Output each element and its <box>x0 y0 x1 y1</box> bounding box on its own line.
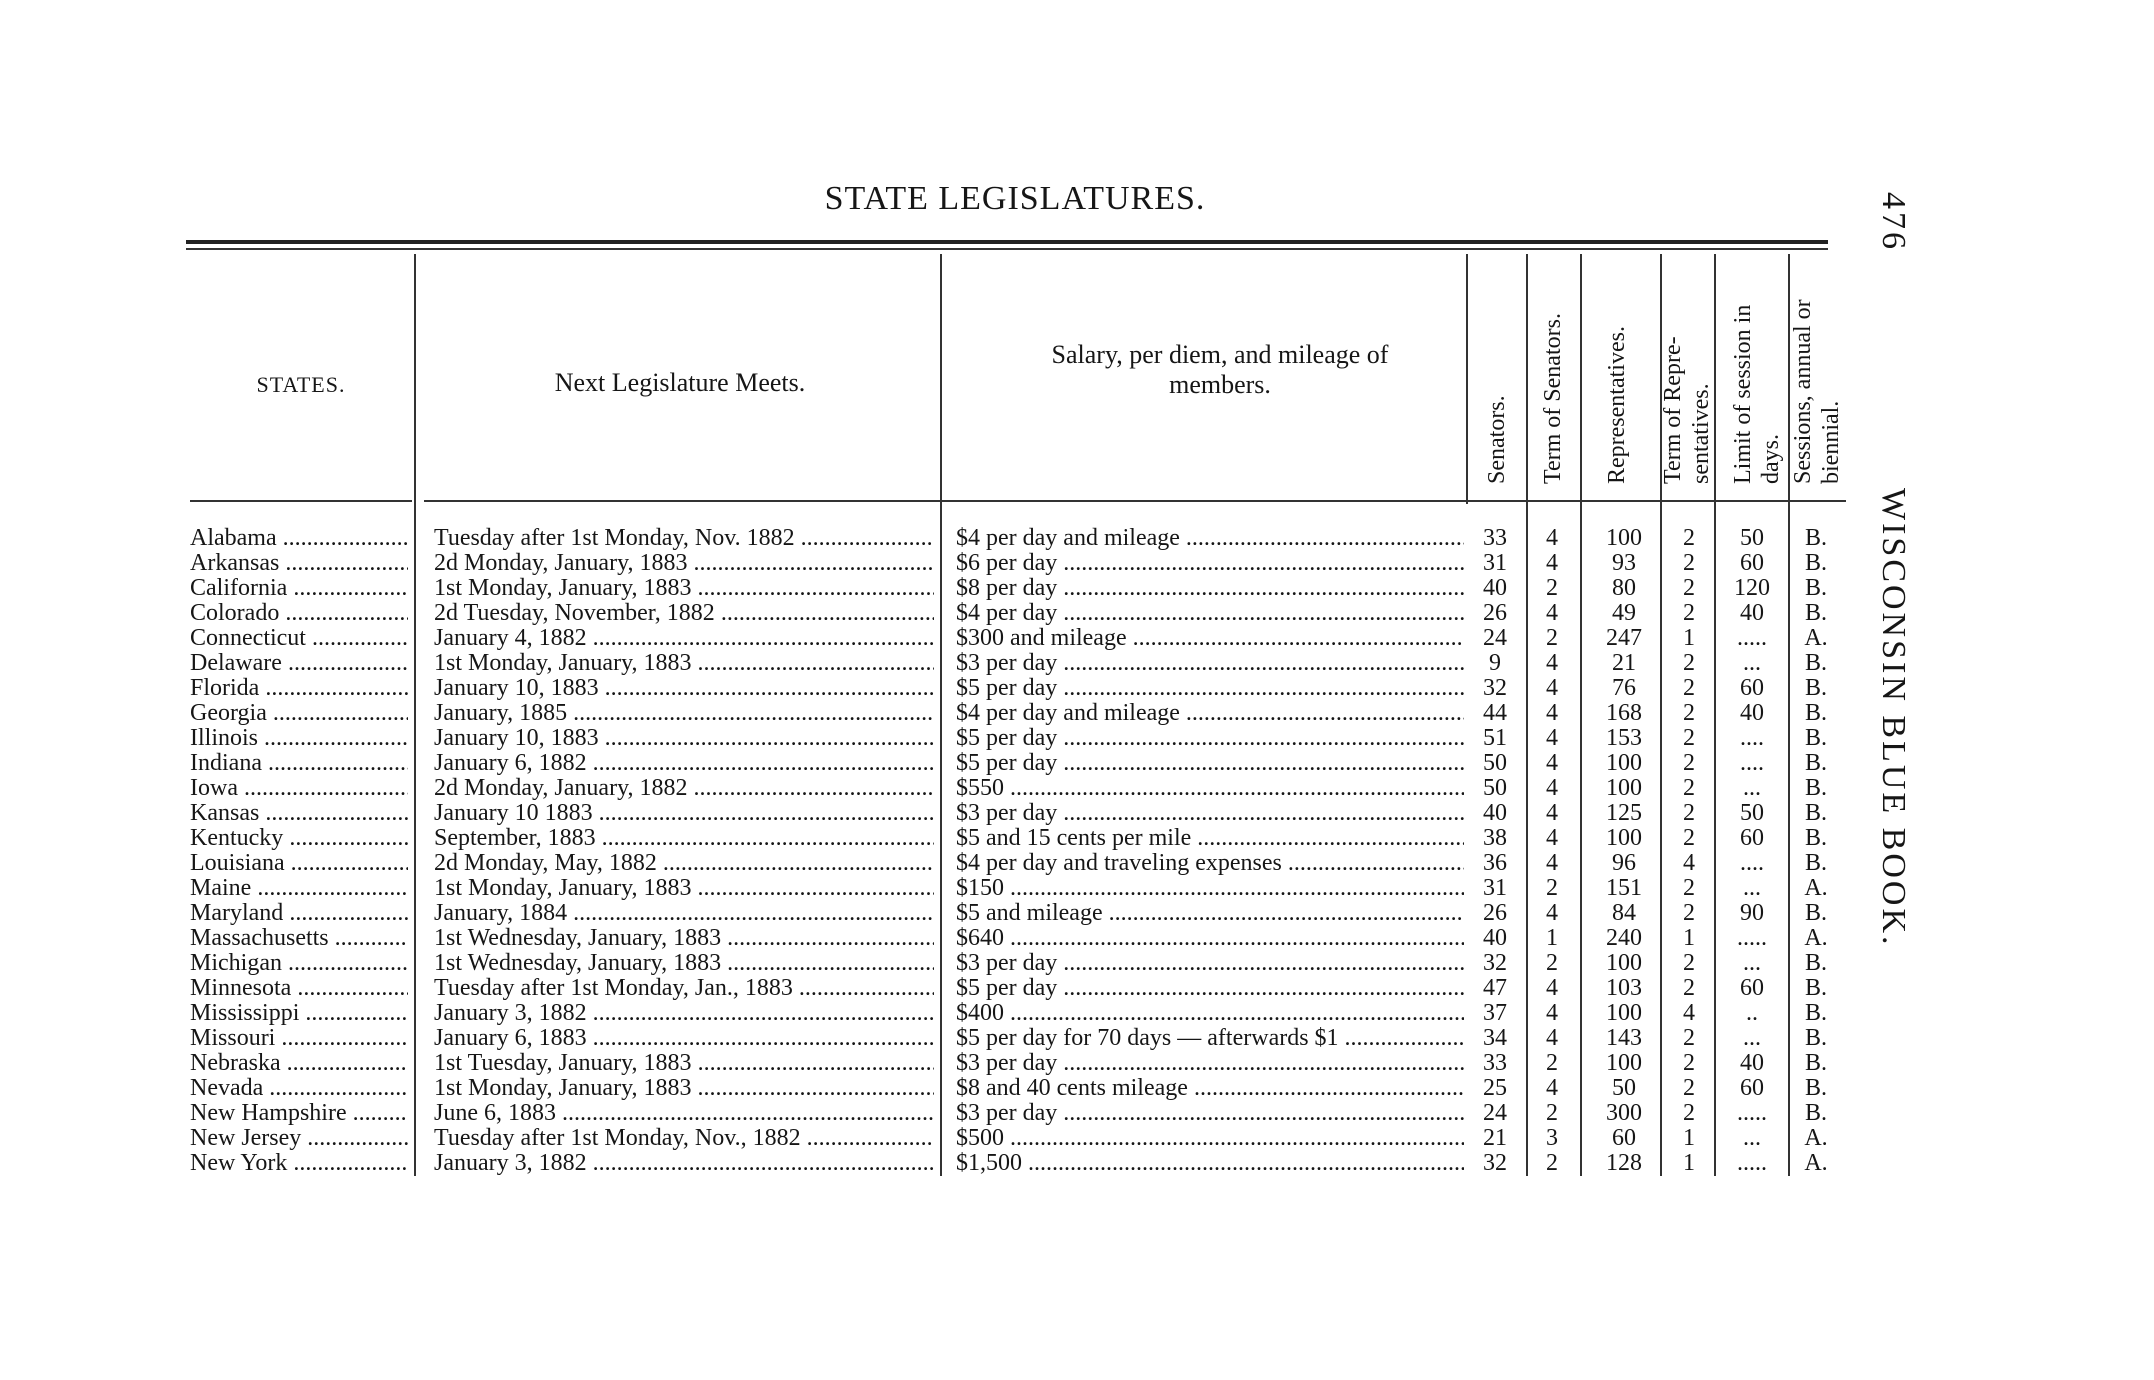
table-row <box>0 551 2154 576</box>
row-term-senators: 4 <box>1546 1001 1558 1026</box>
table-row <box>0 1101 2154 1126</box>
row-term-reps: 2 <box>1683 901 1695 926</box>
row-term-reps: 2 <box>1683 826 1695 851</box>
row-representatives: 103 <box>1606 976 1642 1001</box>
row-term-senators: 4 <box>1546 651 1558 676</box>
row-term-senators: 4 <box>1546 526 1558 551</box>
row-next-meets: 1st Wednesday, January, 1883 ..... <box>434 951 934 976</box>
header-rule-states <box>190 500 412 502</box>
row-representatives: 100 <box>1606 751 1642 776</box>
row-sessions: B. <box>1804 1051 1827 1076</box>
row-limit: 60 <box>1740 1076 1764 1101</box>
row-state: Mississippi ..... <box>190 1001 408 1026</box>
row-limit: 60 <box>1740 551 1764 576</box>
table-row <box>0 901 2154 926</box>
page-title: STATE LEGISLATURES. <box>824 180 1206 217</box>
table-row <box>0 701 2154 726</box>
row-next-meets: January 6, 1882 ..... <box>434 751 934 776</box>
row-term-reps: 2 <box>1683 801 1695 826</box>
row-representatives: 240 <box>1606 926 1642 951</box>
row-senators: 32 <box>1483 676 1507 701</box>
header-next-meets: Next Legislature Meets. <box>554 368 806 397</box>
row-limit: ..... <box>1737 926 1767 951</box>
row-next-meets: January 3, 1882 ..... <box>434 1151 934 1176</box>
row-limit: .... <box>1740 851 1764 876</box>
row-term-senators: 4 <box>1546 826 1558 851</box>
row-state: Missouri ..... <box>190 1026 408 1051</box>
table-row <box>0 826 2154 851</box>
row-state: Michigan ..... <box>190 951 408 976</box>
row-salary: $5 per day ..... <box>956 676 1464 701</box>
header-sessions: Sessions, annual or biennial. <box>1790 299 1844 484</box>
row-limit: 50 <box>1740 801 1764 826</box>
row-sessions: B. <box>1804 901 1827 926</box>
row-representatives: 93 <box>1612 551 1636 576</box>
table-row <box>0 1026 2154 1051</box>
row-senators: 24 <box>1483 626 1507 651</box>
row-limit: 40 <box>1740 701 1764 726</box>
row-next-meets: 1st Monday, January, 1883 ..... <box>434 576 934 601</box>
row-sessions: B. <box>1804 1001 1827 1026</box>
row-senators: 31 <box>1483 876 1507 901</box>
row-term-reps: 2 <box>1683 976 1695 1001</box>
row-next-meets: January 10, 1883 ..... <box>434 676 934 701</box>
row-next-meets: 1st Monday, January, 1883 ..... <box>434 651 934 676</box>
row-state: Alabama ..... <box>190 526 408 551</box>
row-salary: $400 ..... <box>956 1001 1464 1026</box>
row-representatives: 151 <box>1606 876 1642 901</box>
row-term-reps: 2 <box>1683 1076 1695 1101</box>
row-senators: 21 <box>1483 1126 1507 1151</box>
row-next-meets: January 6, 1883 ..... <box>434 1026 934 1051</box>
row-term-senators: 2 <box>1546 576 1558 601</box>
row-sessions: A. <box>1804 876 1828 901</box>
row-representatives: 168 <box>1606 701 1642 726</box>
table-row <box>0 851 2154 876</box>
header-senators: Senators. <box>1484 395 1510 484</box>
row-representatives: 76 <box>1612 676 1636 701</box>
row-salary: $550 ..... <box>956 776 1464 801</box>
row-sessions: B. <box>1804 801 1827 826</box>
table-body <box>0 526 2154 1176</box>
row-representatives: 100 <box>1606 776 1642 801</box>
row-term-senators: 3 <box>1546 1126 1558 1151</box>
row-limit: 60 <box>1740 676 1764 701</box>
row-limit: ..... <box>1737 626 1767 651</box>
row-next-meets: January 4, 1882 ..... <box>434 626 934 651</box>
row-term-senators: 2 <box>1546 1101 1558 1126</box>
row-salary: $5 and 15 cents per mile ..... <box>956 826 1464 851</box>
row-limit: ... <box>1743 951 1761 976</box>
row-senators: 37 <box>1483 1001 1507 1026</box>
row-sessions: A. <box>1804 626 1828 651</box>
row-limit: 40 <box>1740 1051 1764 1076</box>
row-salary: $1,500 ..... <box>956 1151 1464 1176</box>
row-term-senators: 4 <box>1546 726 1558 751</box>
row-salary: $4 per day ..... <box>956 601 1464 626</box>
row-state: Louisiana ..... <box>190 851 408 876</box>
row-state: Maryland ..... <box>190 901 408 926</box>
row-sessions: B. <box>1804 651 1827 676</box>
row-next-meets: Tuesday after 1st Monday, Nov. 1882 ..... <box>434 526 934 551</box>
row-term-senators: 4 <box>1546 551 1558 576</box>
page-number: 476 <box>1875 192 1912 252</box>
row-salary: $8 and 40 cents mileage ..... <box>956 1076 1464 1101</box>
row-salary: $4 per day and mileage ..... <box>956 701 1464 726</box>
row-sessions: A. <box>1804 926 1828 951</box>
row-next-meets: January 10, 1883 ..... <box>434 726 934 751</box>
row-salary: $3 per day ..... <box>956 651 1464 676</box>
row-state: Iowa ..... <box>190 776 408 801</box>
header-representatives: Representatives. <box>1604 326 1630 484</box>
row-state: Florida ..... <box>190 676 408 701</box>
row-sessions: B. <box>1804 826 1827 851</box>
row-salary: $3 per day ..... <box>956 801 1464 826</box>
row-term-reps: 1 <box>1683 1151 1695 1176</box>
row-term-senators: 4 <box>1546 676 1558 701</box>
row-salary: $6 per day ..... <box>956 551 1464 576</box>
table-row <box>0 576 2154 601</box>
row-next-meets: Tuesday after 1st Monday, Jan., 1883 ..... <box>434 976 934 1001</box>
row-term-reps: 2 <box>1683 1101 1695 1126</box>
row-sessions: B. <box>1804 601 1827 626</box>
row-senators: 36 <box>1483 851 1507 876</box>
header-rule-main <box>424 500 1846 502</box>
table-row <box>0 926 2154 951</box>
table-row <box>0 801 2154 826</box>
table-row <box>0 651 2154 676</box>
row-next-meets: January, 1885 ..... <box>434 701 934 726</box>
row-term-reps: 2 <box>1683 751 1695 776</box>
row-term-reps: 4 <box>1683 1001 1695 1026</box>
row-representatives: 80 <box>1612 576 1636 601</box>
header-states: STATES. <box>256 372 346 397</box>
row-next-meets: Tuesday after 1st Monday, Nov., 1882 ..... <box>434 1126 934 1151</box>
row-salary: $150 ..... <box>956 876 1464 901</box>
row-limit: ..... <box>1737 1151 1767 1176</box>
row-term-reps: 2 <box>1683 1026 1695 1051</box>
row-representatives: 125 <box>1606 801 1642 826</box>
row-limit: ..... <box>1737 1101 1767 1126</box>
row-term-senators: 4 <box>1546 901 1558 926</box>
row-state: Indiana ..... <box>190 751 408 776</box>
row-state: Maine ..... <box>190 876 408 901</box>
row-next-meets: 1st Monday, January, 1883 ..... <box>434 876 934 901</box>
row-limit: .... <box>1740 751 1764 776</box>
row-term-reps: 2 <box>1683 701 1695 726</box>
row-term-reps: 2 <box>1683 526 1695 551</box>
row-sessions: A. <box>1804 1126 1828 1151</box>
row-term-senators: 2 <box>1546 1151 1558 1176</box>
row-term-senators: 2 <box>1546 876 1558 901</box>
top-rule-thin <box>186 248 1828 250</box>
row-term-senators: 4 <box>1546 801 1558 826</box>
row-state: New Jersey ..... <box>190 1126 408 1151</box>
row-limit: ... <box>1743 651 1761 676</box>
row-state: Massachusetts ..... <box>190 926 408 951</box>
row-state: Nevada ..... <box>190 1076 408 1101</box>
row-term-senators: 4 <box>1546 701 1558 726</box>
row-state: Colorado ..... <box>190 601 408 626</box>
row-representatives: 50 <box>1612 1076 1636 1101</box>
row-salary: $4 per day and mileage ..... <box>956 526 1464 551</box>
row-limit: .... <box>1740 726 1764 751</box>
row-representatives: 128 <box>1606 1151 1642 1176</box>
row-next-meets: 2d Monday, May, 1882 ..... <box>434 851 934 876</box>
row-limit: ... <box>1743 776 1761 801</box>
row-sessions: B. <box>1804 526 1827 551</box>
row-term-senators: 4 <box>1546 1076 1558 1101</box>
row-salary: $5 and mileage ..... <box>956 901 1464 926</box>
row-salary: $5 per day for 70 days — afterwards $1 ..... <box>956 1026 1464 1051</box>
row-term-senators: 4 <box>1546 1026 1558 1051</box>
row-state: Minnesota ..... <box>190 976 408 1001</box>
row-representatives: 100 <box>1606 826 1642 851</box>
col-sep-salary <box>1466 254 1468 504</box>
row-representatives: 100 <box>1606 951 1642 976</box>
row-sessions: B. <box>1804 751 1827 776</box>
row-term-senators: 1 <box>1546 926 1558 951</box>
row-salary: $4 per day and traveling expenses ..... <box>956 851 1464 876</box>
table-row <box>0 976 2154 1001</box>
row-state: New Hampshire ..... <box>190 1101 408 1126</box>
row-limit: 60 <box>1740 976 1764 1001</box>
row-state: Illinois ..... <box>190 726 408 751</box>
row-next-meets: September, 1883 ..... <box>434 826 934 851</box>
row-senators: 40 <box>1483 801 1507 826</box>
row-representatives: 84 <box>1612 901 1636 926</box>
table-row <box>0 726 2154 751</box>
row-state: Georgia ..... <box>190 701 408 726</box>
table-row <box>0 601 2154 626</box>
row-representatives: 100 <box>1606 1001 1642 1026</box>
row-term-reps: 2 <box>1683 601 1695 626</box>
row-salary: $640 ..... <box>956 926 1464 951</box>
row-next-meets: 2d Monday, January, 1883 ..... <box>434 551 934 576</box>
row-representatives: 60 <box>1612 1126 1636 1151</box>
row-limit: ... <box>1743 1026 1761 1051</box>
row-salary: $3 per day ..... <box>956 951 1464 976</box>
row-state: Kentucky ..... <box>190 826 408 851</box>
row-senators: 33 <box>1483 1051 1507 1076</box>
row-limit: 120 <box>1734 576 1770 601</box>
row-next-meets: January 3, 1882 ..... <box>434 1001 934 1026</box>
table-row <box>0 751 2154 776</box>
row-senators: 51 <box>1483 726 1507 751</box>
row-salary: $5 per day ..... <box>956 976 1464 1001</box>
header-term-reps: Term of Repre- sentatives. <box>1660 336 1714 484</box>
row-limit: .. <box>1746 1001 1758 1026</box>
row-sessions: B. <box>1804 776 1827 801</box>
row-sessions: B. <box>1804 851 1827 876</box>
row-term-reps: 2 <box>1683 576 1695 601</box>
row-salary: $8 per day ..... <box>956 576 1464 601</box>
row-senators: 44 <box>1483 701 1507 726</box>
row-senators: 32 <box>1483 951 1507 976</box>
row-senators: 40 <box>1483 576 1507 601</box>
row-sessions: B. <box>1804 701 1827 726</box>
row-limit: 60 <box>1740 826 1764 851</box>
table-row <box>0 1076 2154 1101</box>
row-sessions: B. <box>1804 676 1827 701</box>
row-senators: 25 <box>1483 1076 1507 1101</box>
row-salary: $5 per day ..... <box>956 751 1464 776</box>
row-state: Nebraska ..... <box>190 1051 408 1076</box>
row-salary: $300 and mileage ..... <box>956 626 1464 651</box>
row-senators: 40 <box>1483 926 1507 951</box>
row-next-meets: 2d Monday, January, 1882 ..... <box>434 776 934 801</box>
row-term-senators: 2 <box>1546 626 1558 651</box>
table-row <box>0 951 2154 976</box>
row-salary: $3 per day ..... <box>956 1051 1464 1076</box>
row-senators: 31 <box>1483 551 1507 576</box>
row-sessions: B. <box>1804 1026 1827 1051</box>
row-sessions: B. <box>1804 976 1827 1001</box>
row-representatives: 300 <box>1606 1101 1642 1126</box>
header-limit: Limit of session in days. <box>1730 304 1784 484</box>
row-term-senators: 4 <box>1546 851 1558 876</box>
row-limit: ... <box>1743 1126 1761 1151</box>
row-term-senators: 4 <box>1546 751 1558 776</box>
row-senators: 32 <box>1483 1151 1507 1176</box>
row-next-meets: 1st Wednesday, January, 1883 ..... <box>434 926 934 951</box>
running-head: WISCONSIN BLUE BOOK. <box>1875 488 1912 948</box>
row-state: Connecticut ..... <box>190 626 408 651</box>
row-representatives: 49 <box>1612 601 1636 626</box>
table-row <box>0 676 2154 701</box>
row-next-meets: 2d Tuesday, November, 1882 ..... <box>434 601 934 626</box>
row-sessions: B. <box>1804 726 1827 751</box>
row-representatives: 247 <box>1606 626 1642 651</box>
row-term-reps: 2 <box>1683 951 1695 976</box>
row-next-meets: June 6, 1883 ..... <box>434 1101 934 1126</box>
row-term-reps: 2 <box>1683 726 1695 751</box>
row-term-reps: 2 <box>1683 676 1695 701</box>
row-sessions: B. <box>1804 951 1827 976</box>
row-representatives: 96 <box>1612 851 1636 876</box>
table-row <box>0 1151 2154 1176</box>
row-state: Kansas ..... <box>190 801 408 826</box>
row-senators: 24 <box>1483 1101 1507 1126</box>
row-next-meets: January 10 1883 ..... <box>434 801 934 826</box>
row-senators: 50 <box>1483 751 1507 776</box>
table-row <box>0 1126 2154 1151</box>
top-rule <box>186 240 1828 244</box>
row-term-reps: 2 <box>1683 1051 1695 1076</box>
row-senators: 33 <box>1483 526 1507 551</box>
row-senators: 26 <box>1483 901 1507 926</box>
row-term-reps: 2 <box>1683 776 1695 801</box>
row-limit: 40 <box>1740 601 1764 626</box>
row-term-senators: 2 <box>1546 1051 1558 1076</box>
row-salary: $5 per day ..... <box>956 726 1464 751</box>
table-row <box>0 1051 2154 1076</box>
row-limit: 50 <box>1740 526 1764 551</box>
row-term-reps: 2 <box>1683 876 1695 901</box>
row-sessions: B. <box>1804 1076 1827 1101</box>
table-row <box>0 776 2154 801</box>
row-next-meets: January, 1884 ..... <box>434 901 934 926</box>
row-term-reps: 4 <box>1683 851 1695 876</box>
header-salary: Salary, per diem, and mileage of members. <box>1051 340 1389 399</box>
row-senators: 9 <box>1489 651 1501 676</box>
table-row <box>0 526 2154 551</box>
header-term-senators: Term of Senators. <box>1540 313 1566 484</box>
row-senators: 26 <box>1483 601 1507 626</box>
row-limit: 90 <box>1740 901 1764 926</box>
row-representatives: 143 <box>1606 1026 1642 1051</box>
row-state: California ..... <box>190 576 408 601</box>
row-sessions: B. <box>1804 1101 1827 1126</box>
row-state: Delaware ..... <box>190 651 408 676</box>
row-representatives: 153 <box>1606 726 1642 751</box>
row-sessions: B. <box>1804 551 1827 576</box>
row-representatives: 21 <box>1612 651 1636 676</box>
row-state: Arkansas ..... <box>190 551 408 576</box>
row-sessions: B. <box>1804 576 1827 601</box>
row-senators: 34 <box>1483 1026 1507 1051</box>
row-salary: $500 ..... <box>956 1126 1464 1151</box>
table-row <box>0 876 2154 901</box>
row-senators: 47 <box>1483 976 1507 1001</box>
row-senators: 38 <box>1483 826 1507 851</box>
row-representatives: 100 <box>1606 1051 1642 1076</box>
row-term-senators: 4 <box>1546 976 1558 1001</box>
row-next-meets: 1st Tuesday, January, 1883 ..... <box>434 1051 934 1076</box>
row-salary: $3 per day ..... <box>956 1101 1464 1126</box>
row-term-senators: 4 <box>1546 776 1558 801</box>
row-representatives: 100 <box>1606 526 1642 551</box>
row-next-meets: 1st Monday, January, 1883 ..... <box>434 1076 934 1101</box>
table-row <box>0 1001 2154 1026</box>
row-senators: 50 <box>1483 776 1507 801</box>
row-term-senators: 2 <box>1546 951 1558 976</box>
row-sessions: A. <box>1804 1151 1828 1176</box>
row-term-reps: 1 <box>1683 626 1695 651</box>
row-state: New York ..... <box>190 1151 408 1176</box>
row-limit: ... <box>1743 876 1761 901</box>
row-term-reps: 2 <box>1683 551 1695 576</box>
row-term-reps: 1 <box>1683 926 1695 951</box>
row-term-reps: 2 <box>1683 651 1695 676</box>
row-term-senators: 4 <box>1546 601 1558 626</box>
table-row <box>0 626 2154 651</box>
row-term-reps: 1 <box>1683 1126 1695 1151</box>
